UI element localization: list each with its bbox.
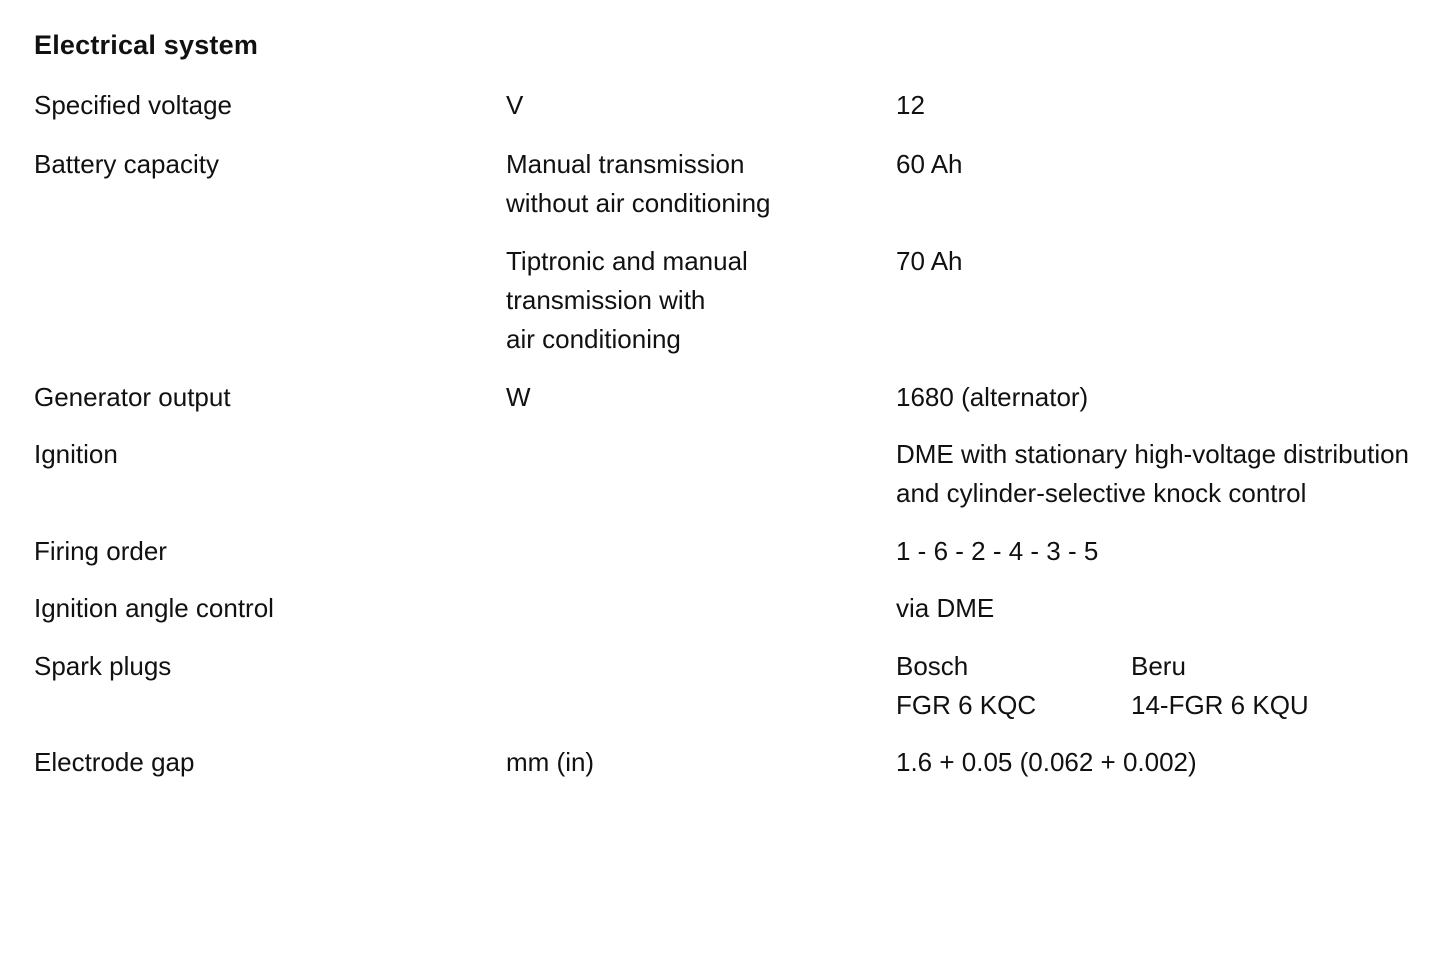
generator-value: 1680 (alternator) bbox=[896, 382, 1089, 412]
battery-condition-2-line-2: transmission with bbox=[506, 285, 706, 315]
battery-condition-1-line-2: without air conditioning bbox=[506, 188, 771, 218]
battery-value-2: 70 Ah bbox=[896, 246, 963, 276]
spark-plug-bosch-brand: Bosch bbox=[896, 651, 969, 681]
battery-condition-1 bbox=[506, 145, 771, 223]
firing-order-label: Firing order bbox=[34, 536, 167, 566]
spark-plug-bosch-type: FGR 6 KQC bbox=[896, 690, 1037, 720]
spark-plug-beru-brand: Beru bbox=[1131, 651, 1186, 681]
voltage-value: 12 bbox=[896, 90, 925, 120]
battery-condition-2-line-1: Tiptronic and manual bbox=[506, 246, 748, 276]
ignition-label: Ignition bbox=[34, 439, 118, 469]
ignition-value-line-1: DME with stationary high-voltage distribution bbox=[896, 439, 1410, 469]
electrode-gap-value: 1.6 + 0.05 (0.062 + 0.002) bbox=[896, 747, 1197, 777]
spark-plug-bosch bbox=[896, 647, 1036, 725]
battery-value-1: 60 Ah bbox=[896, 149, 963, 179]
battery-condition-1-line-1: Manual transmission bbox=[506, 149, 745, 179]
ignition-value-line-2: and cylinder-selective knock control bbox=[896, 478, 1307, 508]
spark-plugs-label: Spark plugs bbox=[34, 651, 172, 681]
battery-label: Battery capacity bbox=[34, 149, 219, 179]
firing-order-value: 1 - 6 - 2 - 4 - 3 - 5 bbox=[896, 536, 1099, 566]
ignition-angle-value: via DME bbox=[896, 593, 995, 623]
ignition-value bbox=[896, 435, 1409, 513]
section-title: Electrical system bbox=[34, 30, 259, 60]
generator-label: Generator output bbox=[34, 382, 231, 412]
spark-plug-beru bbox=[1131, 647, 1309, 725]
ignition-angle-label: Ignition angle control bbox=[34, 593, 274, 623]
voltage-label: Specified voltage bbox=[34, 90, 233, 120]
electrode-gap-unit: mm (in) bbox=[506, 747, 595, 777]
battery-condition-2 bbox=[506, 242, 748, 359]
voltage-unit: V bbox=[506, 90, 524, 120]
electrode-gap-label: Electrode gap bbox=[34, 747, 195, 777]
generator-unit: W bbox=[506, 382, 531, 412]
spark-plug-beru-type: 14-FGR 6 KQU bbox=[1131, 690, 1309, 720]
battery-condition-2-line-3: air conditioning bbox=[506, 324, 681, 354]
